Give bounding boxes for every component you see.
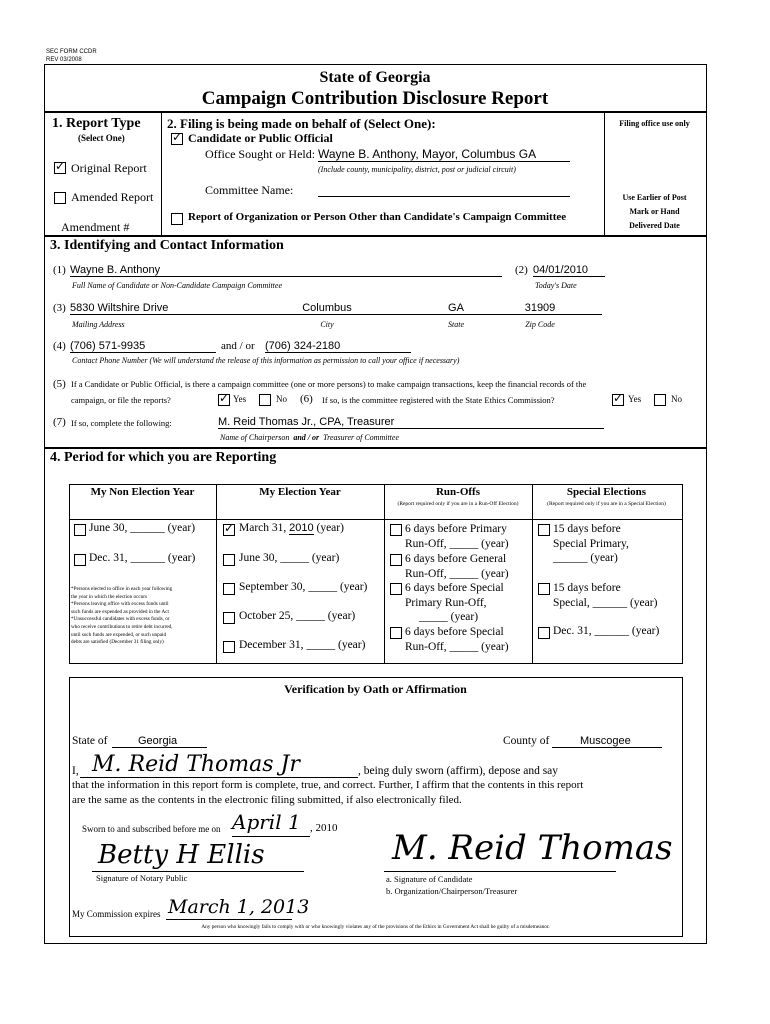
amended-report-checkbox[interactable] xyxy=(54,192,66,204)
amended-report-label: Amended Report xyxy=(71,190,154,204)
election-june-year[interactable]: _____ xyxy=(280,552,309,564)
col1-header: My Non Election Year xyxy=(90,486,195,498)
field-num-5: (5) xyxy=(53,378,66,390)
field-num-3: (3) xyxy=(53,302,66,314)
period-col-line-1 xyxy=(216,484,217,663)
field-num-2: (2) xyxy=(515,264,528,276)
state-of-value[interactable]: Georgia xyxy=(112,735,207,748)
candidate-label: Candidate or Public Official xyxy=(188,131,333,145)
special-election-line2: Special, ______ (year) xyxy=(553,596,658,609)
special-primary-line3: ______ (year) xyxy=(553,552,618,564)
phone1-field[interactable]: (706) 571-9935 xyxy=(70,340,216,353)
runoff-special-line1: 6 days before Special xyxy=(405,626,504,638)
filing-office-divider xyxy=(604,112,605,235)
nonelection-dec-checkbox[interactable] xyxy=(74,554,86,566)
candidate-sig-label-b: b. Organization/Chairperson/Treasurer xyxy=(386,886,518,896)
sworn-year: , 2010 xyxy=(310,822,338,834)
runoff-primary-line2: Run-Off, _____ (year) xyxy=(405,537,509,550)
todays-date-caption: Today's Date xyxy=(535,281,577,290)
runoff-general-checkbox[interactable] xyxy=(390,554,402,566)
todays-date-field[interactable]: 04/01/2010 xyxy=(533,264,605,277)
election-march-year[interactable]: 2010 xyxy=(289,522,314,534)
verification-line2: that the information in this report form is complete, true, and correct. Further, I affirm that the contents in this report xyxy=(72,779,584,791)
period-col-line-3 xyxy=(532,484,533,663)
chair-caption-c: Treasurer of Committee xyxy=(323,433,399,442)
nonelection-note-line: *Persons leaving office with excess funds until xyxy=(71,601,169,608)
committee-value[interactable] xyxy=(318,183,570,197)
form-main-title: Campaign Contribution Disclosure Report xyxy=(201,88,549,109)
filing-note-1: Use Earlier of Post xyxy=(622,193,687,202)
election-sept-year[interactable]: _____ xyxy=(308,581,338,593)
nonelection-dec-label: Dec. 31, ______ (year) xyxy=(89,552,196,564)
col2-header: My Election Year xyxy=(259,486,341,498)
signer-signature: M. Reid Thomas Jr xyxy=(92,752,300,777)
section3-title: 3. Identifying and Contact Information xyxy=(50,238,284,253)
q6-text: If so, is the committee registered with the State Ethics Commission? xyxy=(322,395,555,405)
q5-no-checkbox[interactable] xyxy=(259,394,271,406)
election-march-pre: March 31, xyxy=(239,522,290,534)
phone2-field[interactable]: (706) 324-2180 xyxy=(265,340,411,353)
election-dec-year[interactable]: _____ xyxy=(306,639,336,651)
section4-title: 4. Period for which you are Reporting xyxy=(50,450,277,465)
nonelection-note-line: *Persons elected to office in each year following xyxy=(71,586,173,592)
election-dec-post: (year) xyxy=(335,639,366,651)
q5-line1: If a Candidate or Public Official, is there a campaign committee (one or more persons) to make campaign transactions, keep the financial records of the xyxy=(71,379,587,389)
commission-label: My Commission expires xyxy=(72,909,161,919)
sworn-text: , being duly sworn (affirm), depose and say xyxy=(358,765,559,777)
special-primary-label xyxy=(553,522,629,566)
form-state-title: State of Georgia xyxy=(319,69,431,86)
election-oct-label xyxy=(239,610,355,622)
runoff-special-primary-line2: Primary Run-Off, xyxy=(405,596,487,609)
special-dec-label: Dec. 31, ______ (year) xyxy=(553,625,660,637)
runoff-primary-label xyxy=(405,522,509,551)
election-dec-label xyxy=(239,639,365,651)
candidate-signature: M. Reid Thomas xyxy=(392,828,673,868)
organization-label: Report of Organization or Person Other than Candidate's Campaign Committee xyxy=(188,211,567,223)
verification-box xyxy=(69,677,683,937)
q6-yes-checkbox[interactable] xyxy=(612,394,624,406)
election-march-label xyxy=(239,522,344,534)
election-sept-post: (year) xyxy=(337,581,368,593)
election-sept-pre: September 30, xyxy=(239,581,309,593)
section3-divider xyxy=(44,235,706,237)
period-col-line-2 xyxy=(384,484,385,663)
verification-title: Verification by Oath or Affirmation xyxy=(284,682,467,696)
chair-caption-a: Name of Chairperson xyxy=(220,433,290,442)
candidate-checkbox[interactable] xyxy=(171,133,183,145)
election-oct-post: (year) xyxy=(324,610,356,622)
section4-divider xyxy=(44,447,706,449)
col3-note: (Report required only if you are in a Run-Off Election) xyxy=(397,501,519,507)
special-primary-line1: 15 days before xyxy=(553,523,621,535)
q5-line2: campaign, or file the reports? xyxy=(71,395,171,405)
special-primary-checkbox[interactable] xyxy=(538,524,550,536)
q6-yes-label: Yes xyxy=(628,394,642,404)
office-value[interactable]: Wayne B. Anthony, Mayor, Columbus GA xyxy=(318,147,570,162)
runoff-special-primary-checkbox[interactable] xyxy=(390,583,402,595)
amendment-label: Amendment # xyxy=(61,220,130,234)
county-of-value[interactable]: Muscogee xyxy=(552,735,662,748)
section1-divider xyxy=(161,112,162,235)
zip-caption: Zip Code xyxy=(525,320,555,329)
filing-note-2: Mark or Hand xyxy=(629,207,680,216)
original-report-checkbox[interactable] xyxy=(54,162,66,174)
state-field[interactable]: GA xyxy=(434,302,478,315)
filing-office-label: Filing office use only xyxy=(619,119,690,128)
election-dec-checkbox[interactable] xyxy=(223,641,235,653)
filing-note-3: Delivered Date xyxy=(629,221,680,230)
chair-caption xyxy=(220,433,399,442)
election-oct-pre: October 25, xyxy=(239,610,297,622)
special-primary-line2: Special Primary, xyxy=(553,537,629,550)
zip-field[interactable]: 31909 xyxy=(478,302,602,315)
chairperson-field[interactable]: M. Reid Thomas Jr., CPA, Treasurer xyxy=(218,416,604,429)
runoff-general-line2: Run-Off, _____ (year) xyxy=(405,567,509,580)
state-caption: State xyxy=(448,320,464,329)
nonelection-note-line: such funds are expended as provided in the Act xyxy=(71,608,169,615)
nonelection-june-checkbox[interactable] xyxy=(74,524,86,536)
election-oct-checkbox[interactable] xyxy=(223,612,235,624)
candidate-name-caption: Full Name of Candidate or Non-Candidate Campaign Committee xyxy=(72,281,282,290)
runoff-special-primary-line3: _____ (year) xyxy=(419,611,479,623)
nonelection-note xyxy=(71,586,173,647)
field-num-4: (4) xyxy=(53,340,66,352)
field-num-1: (1) xyxy=(53,264,66,276)
notary-signature: Betty H Ellis xyxy=(98,840,265,870)
city-caption: City xyxy=(320,320,334,329)
field-num-6: (6) xyxy=(300,393,313,405)
committee-label: Committee Name: xyxy=(205,183,294,197)
i-label: I, xyxy=(72,765,79,777)
special-election-line1: 15 days before xyxy=(553,582,621,594)
election-dec-pre: December 31, xyxy=(239,639,307,651)
election-march-post: (year) xyxy=(313,522,344,534)
address-caption: Mailing Address xyxy=(72,320,125,329)
col3-header: Run-Offs xyxy=(435,486,480,498)
office-label: Office Sought or Held: xyxy=(205,147,316,161)
nonelection-note-line: until such funds are expended, or such unpaid xyxy=(71,631,167,638)
address-field[interactable]: 5830 Wiltshire Drive xyxy=(70,302,220,315)
section1-title: 1. Report Type xyxy=(52,116,141,131)
section1-subtitle: (Select One) xyxy=(78,133,125,143)
office-note: (Include county, municipality, district, post or judicial circuit) xyxy=(318,165,516,174)
state-of-label: State of xyxy=(72,735,108,747)
candidate-signature-line xyxy=(384,871,616,872)
election-june-post: (year) xyxy=(308,552,340,564)
commission-value: March 1, 2013 xyxy=(168,896,310,918)
election-sept-checkbox[interactable] xyxy=(223,583,235,595)
q5-yes-label: Yes xyxy=(233,394,247,404)
col4-note: (Report required only if you are in a Special Election) xyxy=(547,501,666,507)
notary-signature-line xyxy=(92,871,304,872)
sworn-before-label: Sworn to and subscribed before me on xyxy=(82,824,221,834)
form-id-line1: SEC FORM CCDR xyxy=(46,49,97,55)
election-oct-year[interactable]: _____ xyxy=(296,610,325,622)
election-march-checkbox[interactable] xyxy=(223,524,235,536)
chair-caption-b: and / or xyxy=(293,433,320,442)
runoff-special-checkbox[interactable] xyxy=(390,627,402,639)
nonelection-note-line: who receive contributions to retire debt incurred, xyxy=(71,623,173,630)
nonelection-note-line: the year in which the election occurs xyxy=(71,593,148,600)
field-num-7: (7) xyxy=(53,416,66,428)
col4-header: Special Elections xyxy=(566,486,647,498)
sworn-date-handwritten: April 1 xyxy=(232,810,301,834)
special-election-checkbox[interactable] xyxy=(538,583,550,595)
nonelection-june-label: June 30, ______ (year) xyxy=(89,522,196,534)
runoff-special-primary-line1: 6 days before Special xyxy=(405,582,504,594)
runoff-primary-checkbox[interactable] xyxy=(390,524,402,536)
candidate-sig-label-a: a. Signature of Candidate xyxy=(386,874,473,884)
nonelection-note-line: *Unsuccessful candidates with excess funds, or xyxy=(71,616,170,623)
special-election-label xyxy=(553,581,657,610)
period-header-line xyxy=(69,519,682,520)
q5-yes-checkbox[interactable] xyxy=(218,394,230,406)
runoff-general-label xyxy=(405,552,509,581)
notary-label: Signature of Notary Public xyxy=(96,873,188,883)
runoff-special-label xyxy=(405,625,509,654)
election-sept-label xyxy=(239,581,367,593)
runoff-primary-line1: 6 days before Primary xyxy=(405,523,507,535)
section2-title: 2. Filing is being made on behalf of (Select One): xyxy=(167,116,436,131)
county-of-label: County of xyxy=(503,735,550,747)
city-field[interactable]: Columbus xyxy=(220,302,434,315)
form-id-line2: REV 03/2008 xyxy=(46,57,82,63)
q6-no-label: No xyxy=(671,394,682,404)
q6-no-checkbox[interactable] xyxy=(654,394,666,406)
title-divider xyxy=(44,111,706,113)
q5-no-label: No xyxy=(276,394,287,404)
election-june-pre: June 30, xyxy=(239,552,281,564)
election-june-label xyxy=(239,552,339,564)
election-june-checkbox[interactable] xyxy=(223,554,235,566)
special-dec-checkbox[interactable] xyxy=(538,627,550,639)
runoff-general-line1: 6 days before General xyxy=(405,553,507,565)
q7-text: If so, complete the following: xyxy=(71,418,172,428)
nonelection-note-line: debts are satisfied (December 31 filing only) xyxy=(71,639,164,646)
original-report-label: Original Report xyxy=(71,161,147,175)
footer-warning: Any person who knowingly fails to comply with or who knowingly violates any of the provisions of the Ethics in Government Act shall be guilty of a misdemeanor. xyxy=(201,924,550,930)
candidate-name-field[interactable]: Wayne B. Anthony xyxy=(70,264,502,277)
runoff-special-primary-label xyxy=(405,581,504,625)
verification-line3: are the same as the contents in the electronic filing submitted, if also electronically filed. xyxy=(72,794,462,806)
runoff-special-line2: Run-Off, _____ (year) xyxy=(405,640,509,653)
organization-checkbox[interactable] xyxy=(171,213,183,225)
phone-caption: Contact Phone Number (We will understand the release of this information as permission to call your office if necessary) xyxy=(72,356,460,365)
and-or-label: and / or xyxy=(221,340,255,352)
